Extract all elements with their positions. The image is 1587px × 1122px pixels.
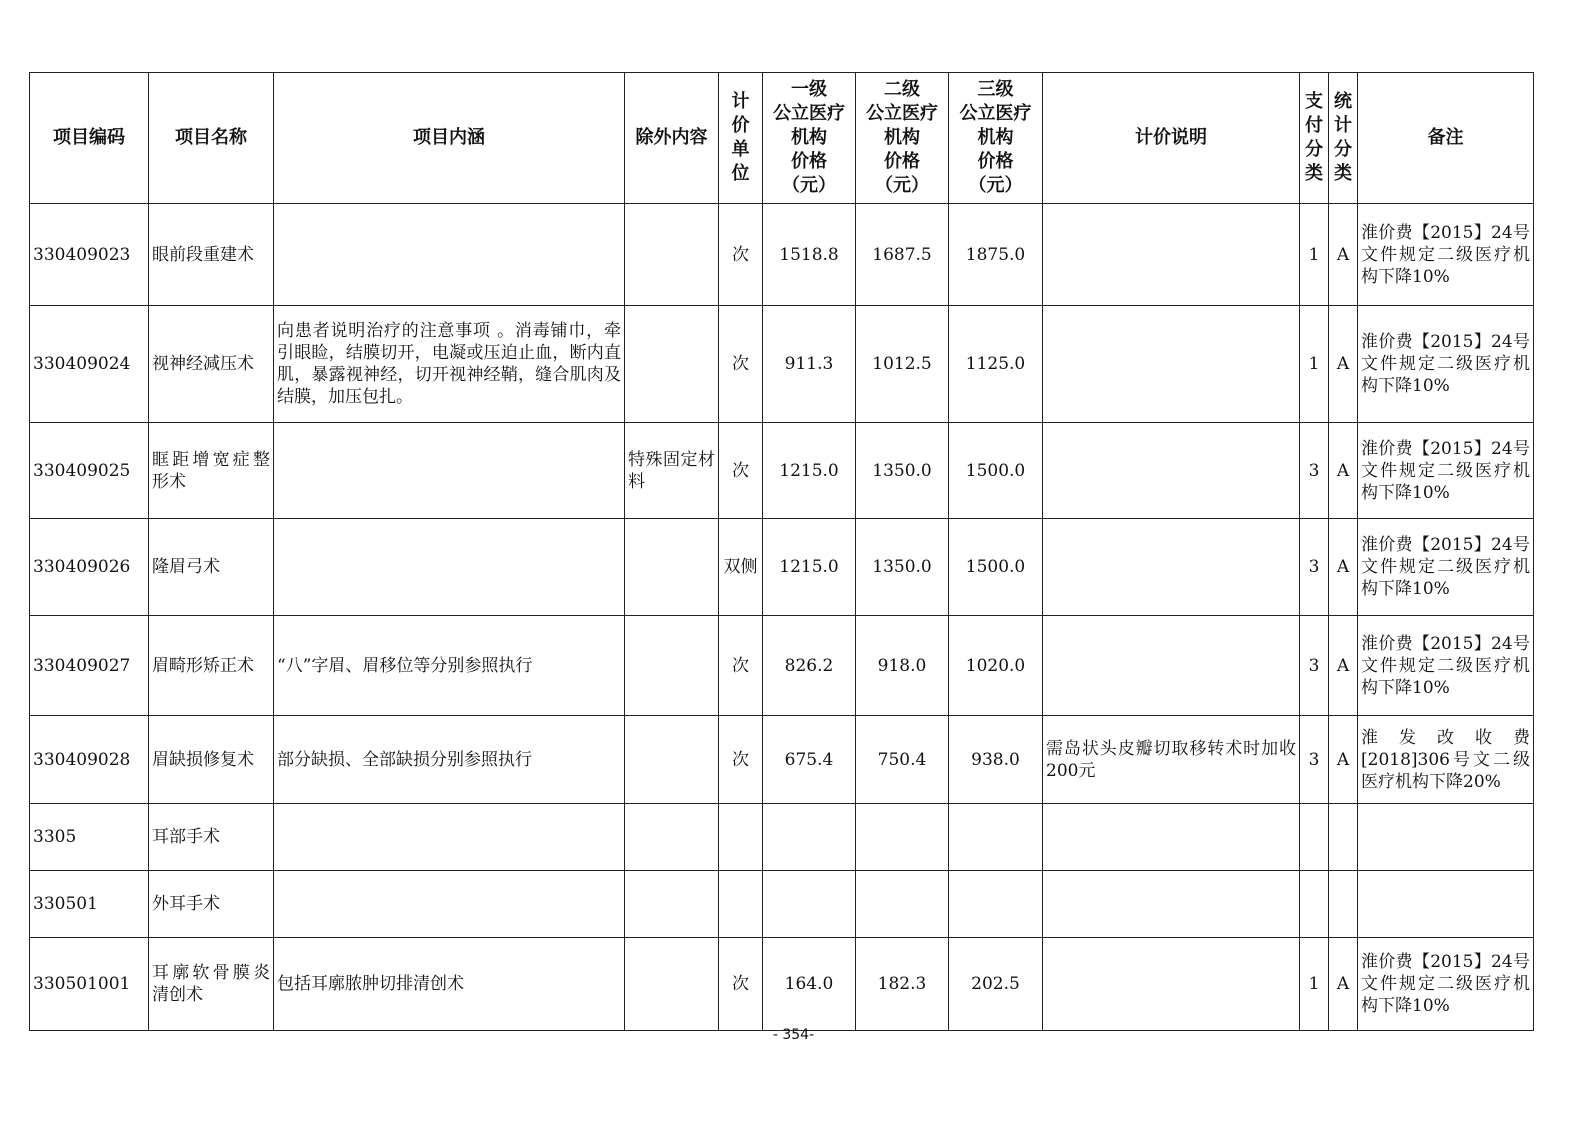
note-cell [1043, 306, 1300, 423]
name-cell: 外耳手术 [149, 871, 274, 938]
table-row [30, 204, 1534, 306]
remark-cell: 淮价费【2015】24号文件规定二级医疗机构下降10% [1358, 423, 1534, 519]
unit-cell: 次 [719, 938, 763, 1031]
price1-cell: 164.0 [763, 938, 856, 1031]
note-cell [1043, 871, 1300, 938]
header-exclusion: 除外内容 [625, 73, 719, 204]
unit-cell: 次 [719, 423, 763, 519]
unit-cell [719, 871, 763, 938]
remark-cell: 淮价费【2015】24号文件规定二级医疗机构下降10% [1358, 519, 1534, 616]
header-row [30, 73, 1534, 204]
exclusion-cell [625, 519, 719, 616]
code-cell: 330409027 [30, 616, 149, 716]
stat-cell [1329, 804, 1358, 871]
stat-cell: A [1329, 423, 1358, 519]
content-cell [274, 871, 625, 938]
content-cell: 部分缺损、全部缺损分别参照执行 [274, 716, 625, 804]
price1-cell: 911.3 [763, 306, 856, 423]
header-price-level3: 三级 公立医疗 机构 价格 （元） [949, 73, 1043, 204]
name-cell: 耳廓软骨膜炎清创术 [149, 938, 274, 1031]
stat-cell: A [1329, 519, 1358, 616]
pay-cell: 1 [1300, 938, 1329, 1031]
exclusion-cell [625, 204, 719, 306]
header-unit: 计 价 单 位 [719, 73, 763, 204]
table-row [30, 306, 1534, 423]
unit-cell [719, 804, 763, 871]
price3-cell: 1875.0 [949, 204, 1043, 306]
exclusion-cell [625, 306, 719, 423]
note-cell [1043, 804, 1300, 871]
page-number: - 354- [772, 1027, 815, 1043]
name-cell: 耳部手术 [149, 804, 274, 871]
name-cell: 眼前段重建术 [149, 204, 274, 306]
price-table [29, 72, 1534, 1031]
header-note: 计价说明 [1043, 73, 1300, 204]
header-content: 项目内涵 [274, 73, 625, 204]
price3-cell: 1500.0 [949, 423, 1043, 519]
price3-cell [949, 871, 1043, 938]
table-row [30, 519, 1534, 616]
pay-cell: 1 [1300, 204, 1329, 306]
remark-cell: 淮价费【2015】24号文件规定二级医疗机构下降10% [1358, 306, 1534, 423]
pay-cell: 3 [1300, 616, 1329, 716]
content-cell: “八”字眉、眉移位等分别参照执行 [274, 616, 625, 716]
code-cell: 330501001 [30, 938, 149, 1031]
unit-cell: 次 [719, 306, 763, 423]
price1-cell [763, 871, 856, 938]
price3-cell: 202.5 [949, 938, 1043, 1031]
price2-cell: 182.3 [856, 938, 949, 1031]
name-cell: 眶距增宽症整形术 [149, 423, 274, 519]
header-price-level2: 二级 公立医疗 机构 价格 （元） [856, 73, 949, 204]
unit-cell: 次 [719, 204, 763, 306]
price2-cell [856, 871, 949, 938]
price2-cell: 918.0 [856, 616, 949, 716]
price1-cell: 826.2 [763, 616, 856, 716]
price2-cell: 1012.5 [856, 306, 949, 423]
exclusion-cell: 特殊固定材料 [625, 423, 719, 519]
table-row [30, 616, 1534, 716]
price1-cell: 1518.8 [763, 204, 856, 306]
stat-cell: A [1329, 938, 1358, 1031]
pay-cell [1300, 804, 1329, 871]
code-cell: 330409026 [30, 519, 149, 616]
price1-cell: 675.4 [763, 716, 856, 804]
table-row [30, 804, 1534, 871]
price3-cell: 938.0 [949, 716, 1043, 804]
name-cell: 眉缺损修复术 [149, 716, 274, 804]
stat-cell: A [1329, 204, 1358, 306]
stat-cell: A [1329, 306, 1358, 423]
name-cell: 眉畸形矫正术 [149, 616, 274, 716]
pay-cell: 1 [1300, 306, 1329, 423]
price3-cell: 1020.0 [949, 616, 1043, 716]
price1-cell: 1215.0 [763, 423, 856, 519]
unit-cell: 次 [719, 616, 763, 716]
code-cell: 330409023 [30, 204, 149, 306]
price2-cell: 1350.0 [856, 423, 949, 519]
content-cell [274, 204, 625, 306]
exclusion-cell [625, 804, 719, 871]
code-cell: 3305 [30, 804, 149, 871]
note-cell: 需岛状头皮瓣切取移转术时加收200元 [1043, 716, 1300, 804]
pay-cell: 3 [1300, 423, 1329, 519]
code-cell: 330409025 [30, 423, 149, 519]
price3-cell [949, 804, 1043, 871]
note-cell [1043, 938, 1300, 1031]
price2-cell: 1350.0 [856, 519, 949, 616]
content-cell: 向患者说明治疗的注意事项 。消毒铺巾，牵引眼睑，结膜切开，电凝或压迫止血，断内直肌，暴露视神经，切开视神经鞘，缝合肌肉及结膜，加压包扎。 [274, 306, 625, 423]
note-cell [1043, 204, 1300, 306]
note-cell [1043, 519, 1300, 616]
content-cell [274, 519, 625, 616]
table-row [30, 716, 1534, 804]
stat-cell: A [1329, 716, 1358, 804]
header-pay: 支 付 分 类 [1300, 73, 1329, 204]
exclusion-cell [625, 616, 719, 716]
header-stat: 统 计 分 类 [1329, 73, 1358, 204]
price1-cell [763, 804, 856, 871]
remark-cell [1358, 871, 1534, 938]
exclusion-cell [625, 871, 719, 938]
content-cell: 包括耳廓脓肿切排清创术 [274, 938, 625, 1031]
pay-cell: 3 [1300, 519, 1329, 616]
code-cell: 330409028 [30, 716, 149, 804]
unit-cell: 双侧 [719, 519, 763, 616]
header-price-level1: 一级 公立医疗 机构 价格 （元） [763, 73, 856, 204]
remark-cell [1358, 804, 1534, 871]
stat-cell: A [1329, 616, 1358, 716]
note-cell [1043, 616, 1300, 716]
code-cell: 330501 [30, 871, 149, 938]
table-row [30, 938, 1534, 1031]
remark-cell: 淮发改收费[2018]306号文二级医疗机构下降20% [1358, 716, 1534, 804]
price1-cell: 1215.0 [763, 519, 856, 616]
remark-cell: 淮价费【2015】24号文件规定二级医疗机构下降10% [1358, 616, 1534, 716]
note-cell [1043, 423, 1300, 519]
price3-cell: 1500.0 [949, 519, 1043, 616]
price3-cell: 1125.0 [949, 306, 1043, 423]
pay-cell: 3 [1300, 716, 1329, 804]
table-row [30, 423, 1534, 519]
name-cell: 隆眉弓术 [149, 519, 274, 616]
header-name: 项目名称 [149, 73, 274, 204]
content-cell [274, 423, 625, 519]
name-cell: 视神经减压术 [149, 306, 274, 423]
unit-cell: 次 [719, 716, 763, 804]
exclusion-cell [625, 938, 719, 1031]
price2-cell: 1687.5 [856, 204, 949, 306]
content-cell [274, 804, 625, 871]
code-cell: 330409024 [30, 306, 149, 423]
header-code: 项目编码 [30, 73, 149, 204]
price2-cell [856, 804, 949, 871]
stat-cell [1329, 871, 1358, 938]
remark-cell: 淮价费【2015】24号文件规定二级医疗机构下降10% [1358, 938, 1534, 1031]
pay-cell [1300, 871, 1329, 938]
remark-cell: 淮价费【2015】24号文件规定二级医疗机构下降10% [1358, 204, 1534, 306]
header-remark: 备注 [1358, 73, 1534, 204]
exclusion-cell [625, 716, 719, 804]
price2-cell: 750.4 [856, 716, 949, 804]
table-row [30, 871, 1534, 938]
